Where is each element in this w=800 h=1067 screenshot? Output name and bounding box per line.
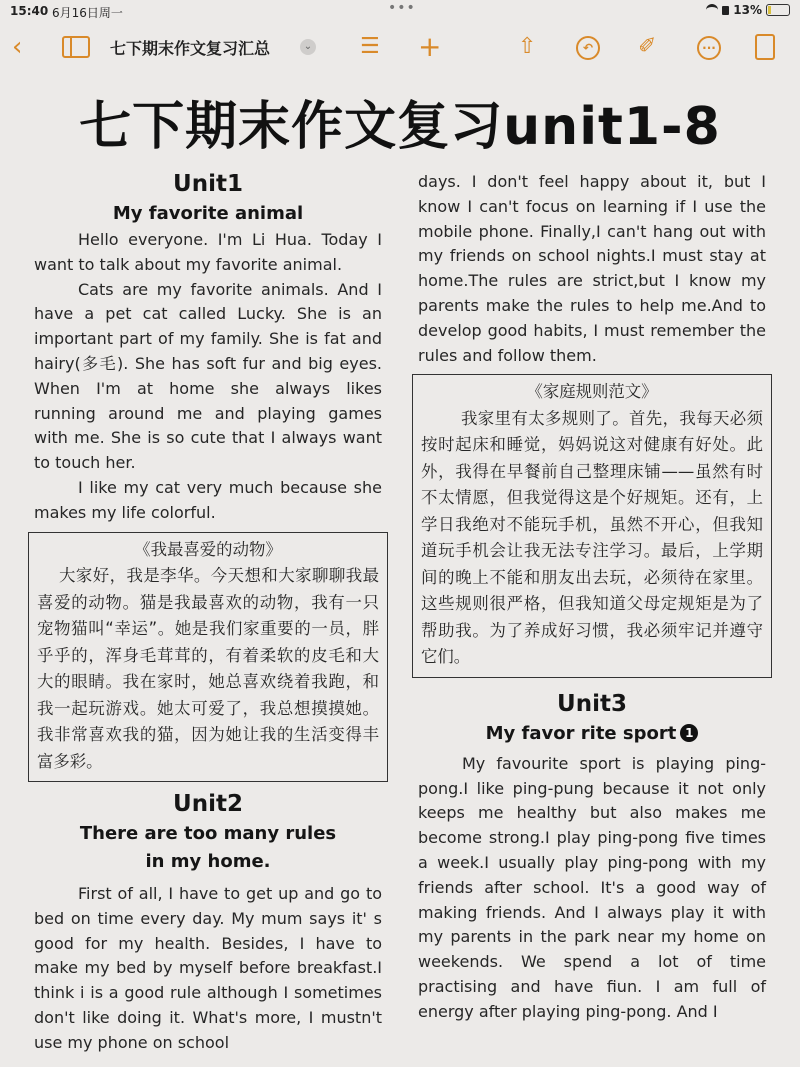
unit2-subheading-line2: in my home. <box>145 851 271 873</box>
add-icon[interactable]: + <box>418 30 442 63</box>
unit1-sample-title: 《我最喜爱的动物》 <box>134 539 282 559</box>
unit3-heading: Unit3 <box>557 690 627 717</box>
status-right <box>706 3 790 17</box>
sidebar-icon[interactable] <box>62 36 90 58</box>
undo-icon[interactable]: ↶ <box>576 36 600 60</box>
unit2-heading: Unit2 <box>173 791 243 818</box>
document-info-icon[interactable] <box>755 34 775 60</box>
unit2-sample-title: 《家庭规则范文》 <box>526 382 658 402</box>
unit2-paragraph-start: First of all, I have to get up and go to bed on time every day. My mum says it' s good for my health. Besides, I have to make my bed by myself before breakfast.I think i is a good rule although I sometimes don't like doing it. What's more, I mustn't use my phone on school <box>34 884 382 1052</box>
share-icon[interactable]: ⇧ <box>518 34 537 59</box>
list-icon[interactable]: ☰ <box>360 34 380 59</box>
unit2-sample-box <box>412 374 772 678</box>
lock-icon <box>722 6 729 15</box>
unit2-paragraph-continued: days. I don't feel happy about it, but I know I can't focus on learning if I use the mobile phone. Finally,I can't hang out with my friends on school nights.I must stay at home.The rules are strict,but I know my parents make the rules to help me.And to develop good habits, I must remember the rules and follow them. <box>418 172 766 365</box>
unit3-badge: 1 <box>680 724 698 742</box>
unit1-heading: Unit1 <box>173 171 243 197</box>
page-title: 七下期末作文复习unit1-8 <box>79 97 721 157</box>
unit1-paragraph-2: Cats are my favorite animals. And I have a pet cat called Lucky. She is an important part of my family. She is fat and hairy(多毛). She has soft fur and big eyes. When I'm at home she always likes running around me and playing games with me. She is so cute that I always want to touch her. <box>34 279 382 473</box>
toolbar <box>0 28 800 68</box>
status-bar <box>0 0 800 22</box>
unit3-paragraph: My favourite sport is playing ping-pong.I like ping-pung because it not only keeps me healthy but also makes me become strong.I play ping-pong five times a week.I usually play ping-pong with my friends after school. It's a good way of making friends. And I always play it with my parents in the park near my home on weekends. We spend a lot of time practising and have fiun. I am full of energy after playing ping-pong. And I <box>418 753 766 1021</box>
unit1-paragraph-1: Hello everyone. I'm Li Hua. Today I want to talk about my favorite animal. <box>34 230 382 274</box>
right-column <box>418 170 766 1025</box>
unit2-sample-text: 我家里有太多规则了。首先，我每天必须按时起床和睡觉，妈妈说这对健康有好处。此外，我得在早餐前自己整理床铺——虽然有时不太情愿，但我觉得这是个好规矩。还有，上学日我绝对不能玩手机，虽然不开心，但我知道玩手机会让我无法专注学习。最后，上学期间的晚上不能和朋友出去玩，必须待在家里。这些规则很严格，但我知道父母定规矩是为了帮助我。为了养成好习惯，我必须牢记并遵守它们。 <box>421 408 763 667</box>
status-date: 6月16日周一 <box>52 6 123 20</box>
unit3-subheading: My favor rite sport <box>485 722 677 744</box>
wifi-icon <box>706 4 718 17</box>
brush-icon[interactable]: ✐ <box>638 34 657 59</box>
battery-icon <box>766 4 790 16</box>
battery-percent: 13% <box>733 3 762 17</box>
back-chevron-icon[interactable]: ‹ <box>12 32 23 62</box>
unit1-sample-box <box>28 532 388 783</box>
unit3-subheading-row <box>418 720 766 748</box>
chevron-down-icon[interactable]: ⌄ <box>300 39 316 55</box>
left-column <box>34 168 382 1056</box>
more-icon[interactable]: ··· <box>697 36 721 60</box>
document-title[interactable]: 七下期末作文复习汇总 <box>110 39 271 58</box>
unit2-subheading-line1: There are too many rules <box>79 823 337 845</box>
unit1-paragraph-3: I like my cat very much because she makes my life colorful. <box>34 477 382 522</box>
unit1-subheading: My favorite animal <box>112 203 304 224</box>
multitasking-dots-icon[interactable]: ••• <box>388 0 416 16</box>
unit1-sample-text: 大家好，我是李华。今天想和大家聊聊我最喜爱的动物。猫是我最喜欢的动物，我有一只宠物猫叫“幸运”。她是我们家重要的一员，胖乎乎的，浑身毛茸茸的，有着柔软的皮毛和大大的眼睛。我在家时，她总喜欢绕着我跑，和我一起玩游戏。她太可爱了，我总想摸摸她。我非常喜欢我的猫，因为她让我的生活变得丰富多彩。 <box>37 566 379 771</box>
status-time: 15:40 <box>10 4 49 18</box>
